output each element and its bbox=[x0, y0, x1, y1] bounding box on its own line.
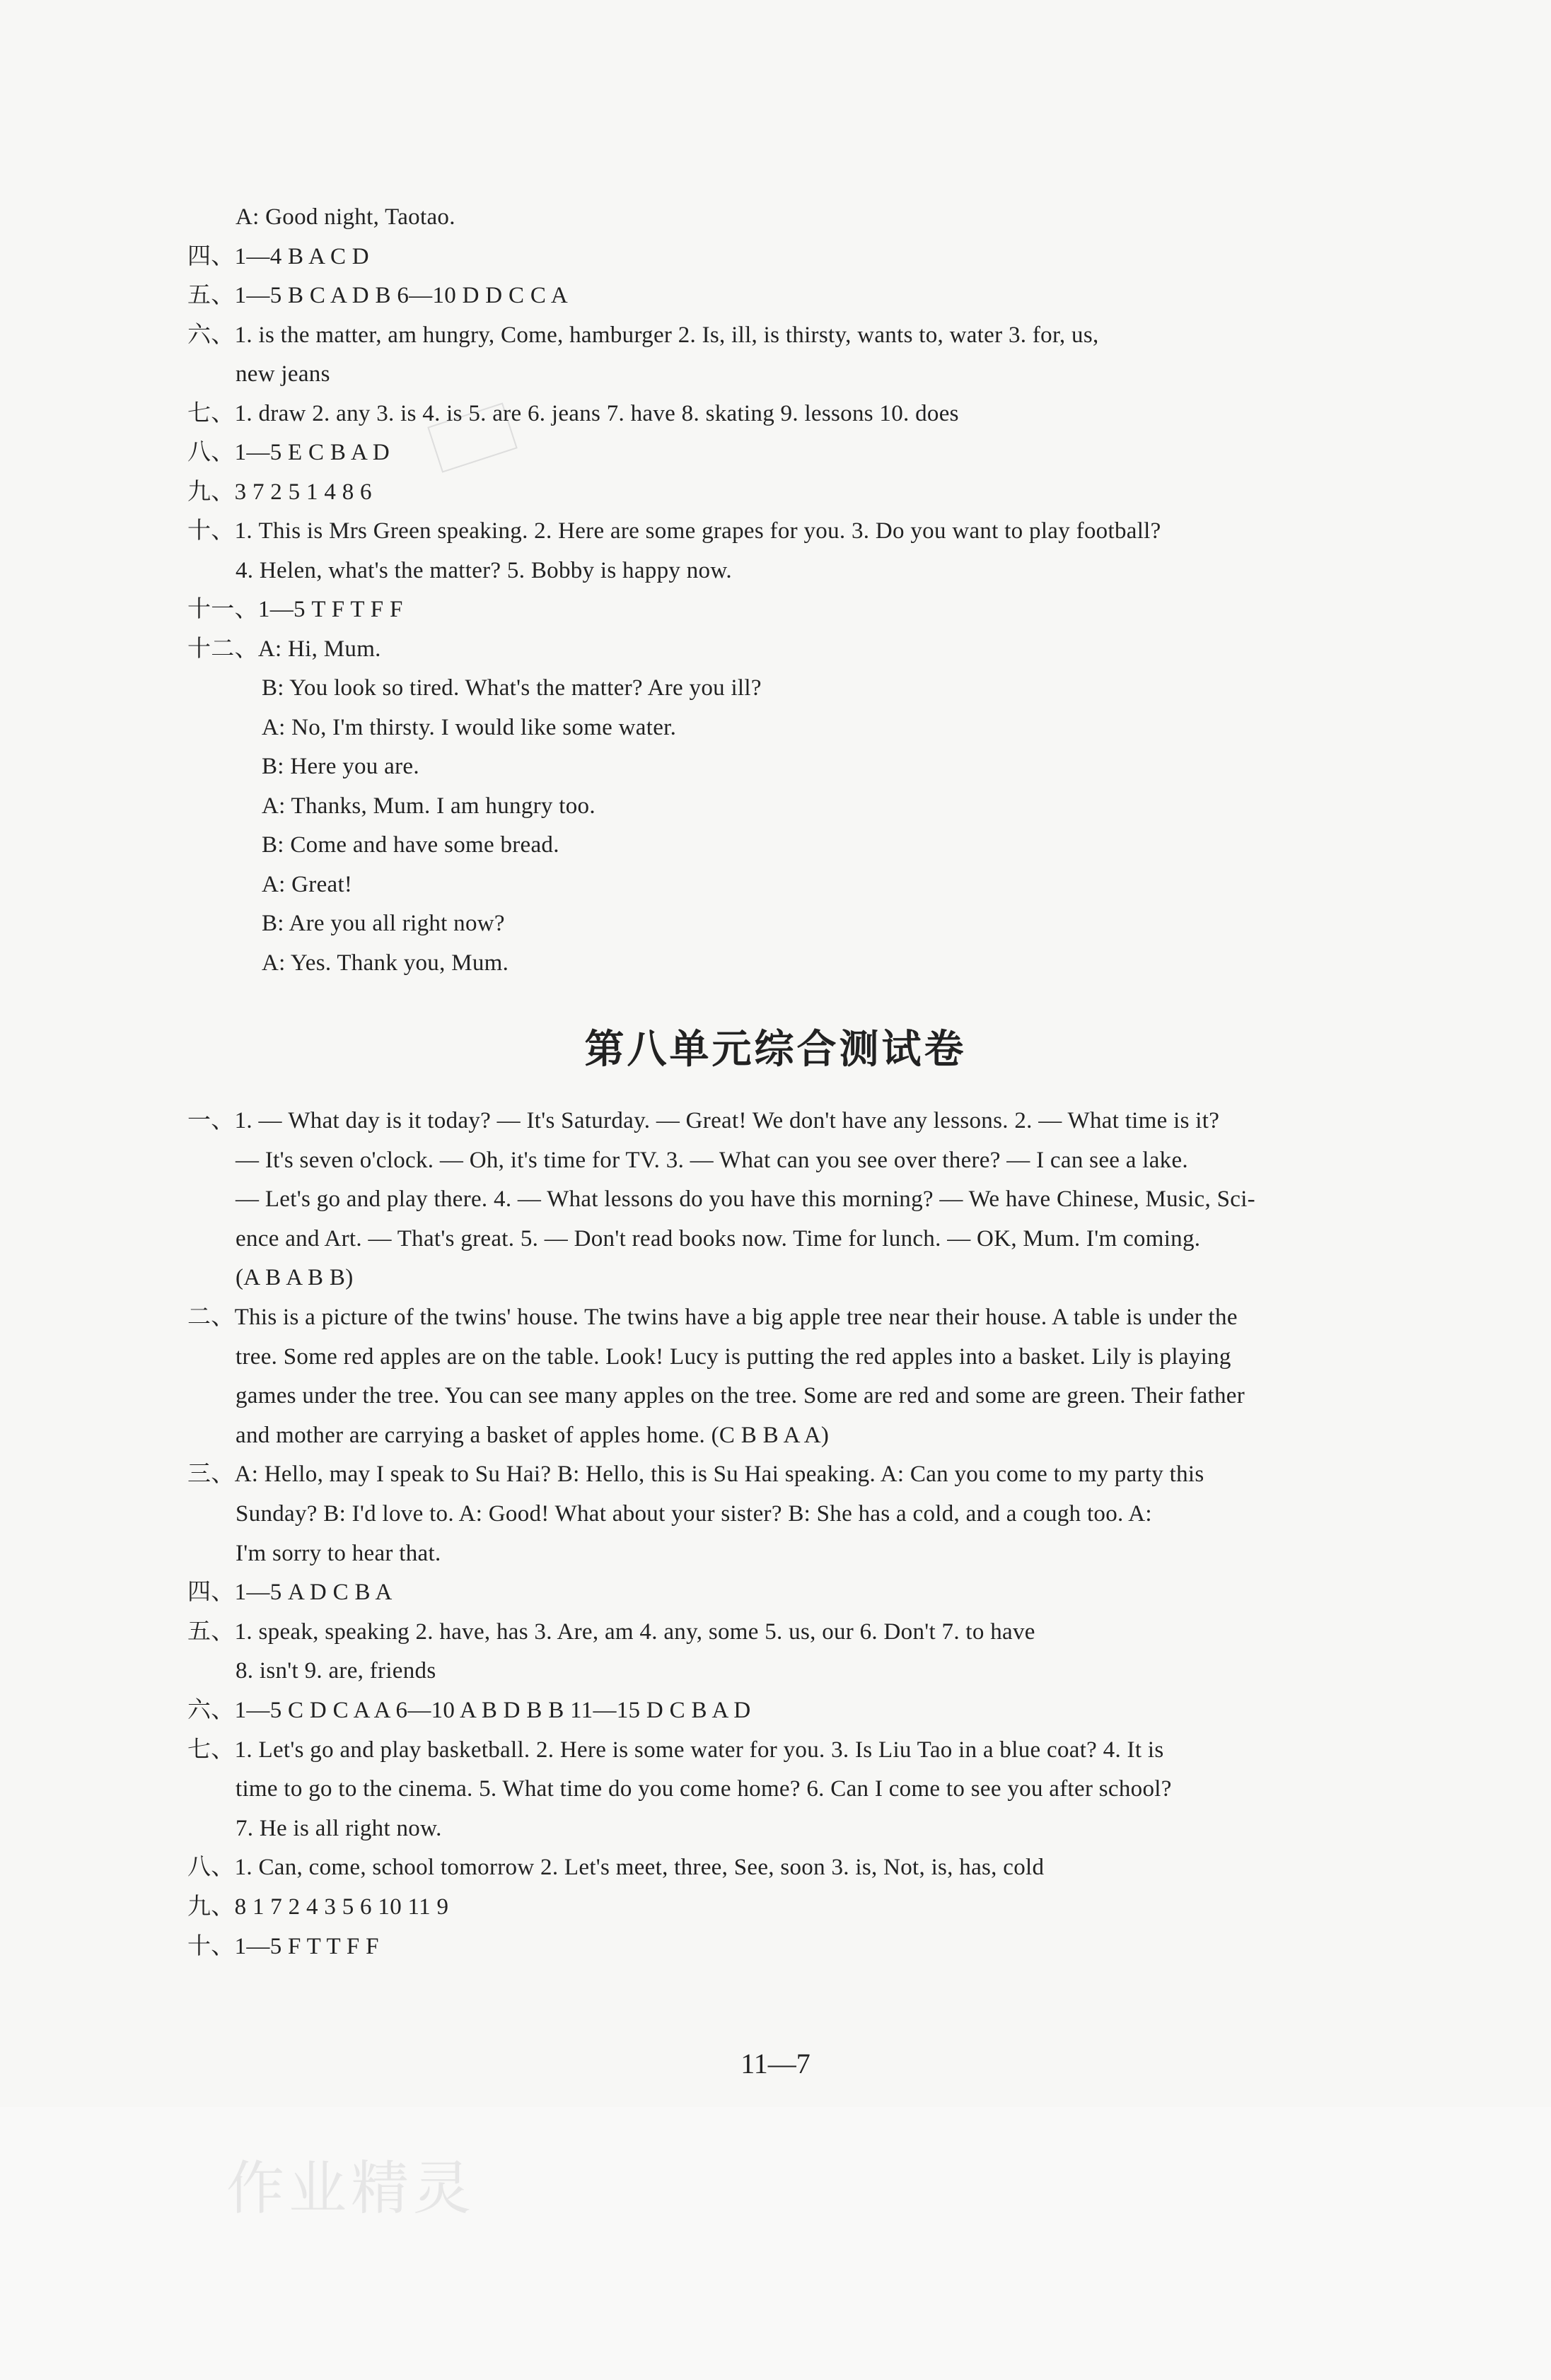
answer-line: 八、1—5 E C B A D bbox=[187, 440, 390, 465]
answer-line: 一、1. — What day is it today? — It's Saturday. — Great! We don't have any lessons. 2. — What time is it? bbox=[187, 1108, 1220, 1133]
answer-line: time to go to the cinema. 5. What time do you come home? 6. Can I come to see you after school? bbox=[236, 1776, 1172, 1802]
answer-line: and mother are carrying a basket of apples home. (C B B A A) bbox=[236, 1422, 830, 1448]
answer-line: 五、1. speak, speaking 2. have, has 3. Are, am 4. any, some 5. us, our 6. Don't 7. to have bbox=[187, 1618, 1035, 1645]
answer-line: B: Come and have some bread. bbox=[262, 832, 559, 858]
answer-line: (A B A B B) bbox=[236, 1265, 354, 1291]
watermark-logo: 作业精灵 bbox=[226, 2155, 476, 2222]
answer-line: tree. Some red apples are on the table. Look! Lucy is putting the red apples into a basket. Lily is playing bbox=[236, 1343, 1231, 1370]
answer-line: 十二、A: Hi, Mum. bbox=[187, 636, 381, 662]
answer-line: — It's seven o'clock. — Oh, it's time for TV. 3. — What can you see over there? — I can see a lake. bbox=[236, 1147, 1188, 1173]
section-title: 第八单元综合测试卷 bbox=[584, 1027, 967, 1073]
answer-line: B: Are you all right now? bbox=[262, 911, 505, 936]
answer-line: 7. He is all right now. bbox=[236, 1815, 442, 1841]
answer-line: 九、3 7 2 5 1 4 8 6 bbox=[187, 479, 372, 505]
answer-line: 四、1—4 B A C D bbox=[187, 243, 369, 269]
answer-line: B: You look so tired. What's the matter? Are you ill? bbox=[262, 675, 762, 701]
answer-line: 二、This is a picture of the twins' house. The twins have a big apple tree near their house. A table is under the bbox=[187, 1305, 1238, 1330]
answer-line: 七、1. Let's go and play basketball. 2. Here is some water for you. 3. Is Liu Tao in a blue coat? 4. It is bbox=[187, 1737, 1164, 1763]
answer-line: 十、1—5 F T T F F bbox=[187, 1933, 379, 1959]
answer-line: A: Yes. Thank you, Mum. bbox=[262, 950, 509, 976]
page-number: 11—7 bbox=[740, 2048, 811, 2079]
answer-line: 十一、1—5 T F T F F bbox=[187, 597, 403, 622]
answer-line: 七、1. draw 2. any 3. is 4. is 5. are 6. jeans 7. have 8. skating 9. lessons 10. does bbox=[187, 400, 959, 426]
answer-line: 四、1—5 A D C B A bbox=[187, 1580, 393, 1606]
answer-line: 五、1—5 B C A D B 6—10 D D C C A bbox=[187, 283, 568, 308]
answer-line: ence and Art. — That's great. 5. — Don't read books now. Time for lunch. — OK, Mum. I'm coming. bbox=[236, 1225, 1201, 1252]
answer-line: 8. isn't 9. are, friends bbox=[236, 1658, 436, 1684]
answer-line: A: No, I'm thirsty. I would like some water. bbox=[262, 714, 677, 740]
answer-line: Sunday? B: I'd love to. A: Good! What about your sister? B: She has a cold, and a cough too. A: bbox=[236, 1501, 1152, 1527]
answer-line: 4. Helen, what's the matter? 5. Bobby is happy now. bbox=[236, 557, 732, 583]
answer-line: 十、1. This is Mrs Green speaking. 2. Here are some grapes for you. 3. Do you want to play football? bbox=[187, 518, 1161, 544]
answer-line: games under the tree. You can see many apples on the tree. Some are red and some are green. Their father bbox=[236, 1383, 1245, 1409]
answer-line: A: Thanks, Mum. I am hungry too. bbox=[262, 793, 596, 819]
answer-line: new jeans bbox=[236, 361, 330, 387]
answer-line: A: Good night, Taotao. bbox=[236, 204, 455, 230]
answer-line: 九、8 1 7 2 4 3 5 6 10 11 9 bbox=[187, 1894, 449, 1920]
answer-line: — Let's go and play there. 4. — What lessons do you have this morning? — We have Chinese, Music, Sci- bbox=[236, 1186, 1255, 1213]
answer-line: A: Great! bbox=[262, 871, 353, 897]
answer-line: 六、1. is the matter, am hungry, Come, hamburger 2. Is, ill, is thirsty, wants to, water 3. for, us, bbox=[187, 322, 1099, 348]
answer-line: 六、1—5 C D C A A 6—10 A B D B B 11—15 D C B A D bbox=[187, 1698, 751, 1723]
answer-line: 三、A: Hello, may I speak to Su Hai? B: Hello, this is Su Hai speaking. A: Can you come to my party this bbox=[187, 1462, 1204, 1488]
answer-line: I'm sorry to hear that. bbox=[236, 1540, 441, 1566]
answer-line: 八、1. Can, come, school tomorrow 2. Let's meet, three, See, soon 3. is, Not, is, has, cold bbox=[187, 1855, 1045, 1881]
answer-line: B: Here you are. bbox=[262, 754, 419, 779]
